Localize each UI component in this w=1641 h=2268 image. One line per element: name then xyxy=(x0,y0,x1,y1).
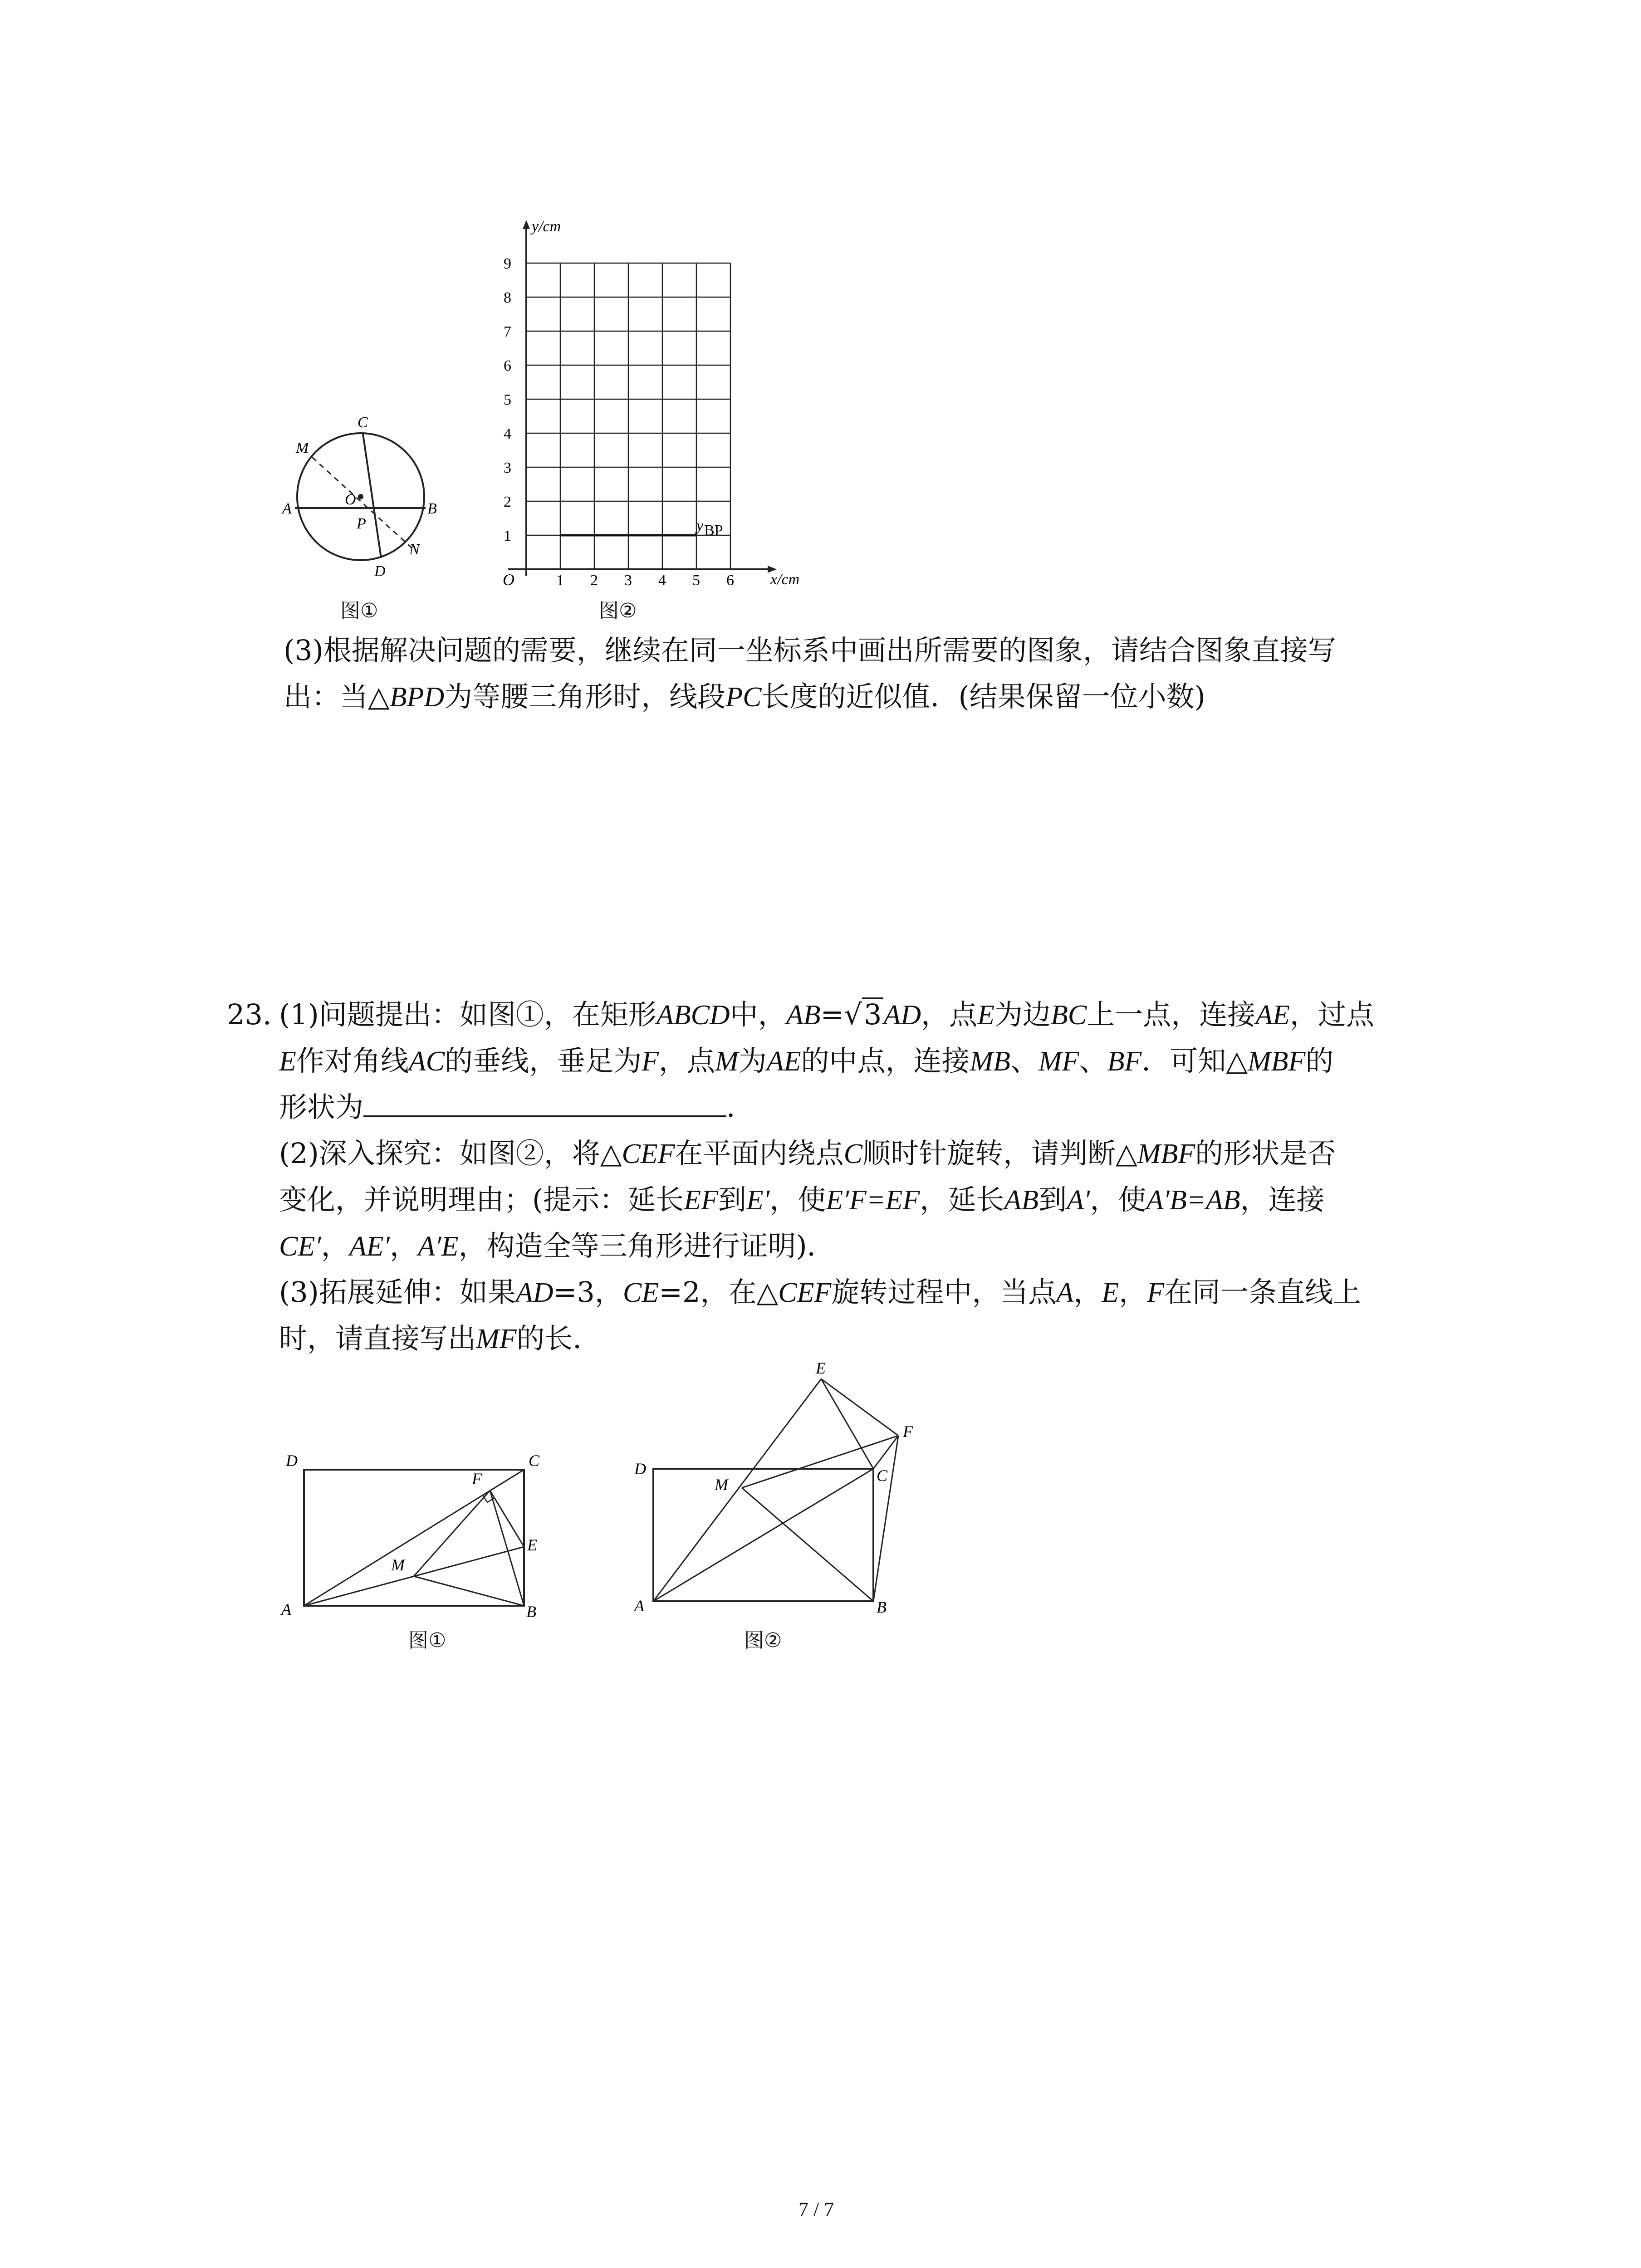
label-d: D xyxy=(634,1460,646,1478)
x-tick: 6 xyxy=(726,572,734,589)
q23-part1-line1: (1)问题提出：如图①，在矩形ABCD中，AB=√3AD，点E为边BC上一点，连接AE，过点 xyxy=(279,998,1374,1031)
y-tick: 7 xyxy=(504,323,511,340)
label-b: B xyxy=(877,1598,887,1616)
q23-part2-line3: CE′，AE′，A′E，构造全等三角形进行证明)． xyxy=(279,1229,835,1262)
x-tick: 4 xyxy=(658,572,666,589)
label-m: M xyxy=(391,1556,405,1574)
y-tick: 6 xyxy=(504,357,511,374)
answer-blank[interactable] xyxy=(363,1088,726,1117)
label-d: D xyxy=(374,563,386,580)
x-tick: 5 xyxy=(692,572,700,589)
label-f: F xyxy=(903,1422,913,1441)
label-a: A xyxy=(282,500,292,517)
y-tick: 4 xyxy=(504,425,511,442)
label-a: A xyxy=(281,1600,291,1618)
q23-part1-line3: 形状为 ． xyxy=(279,1085,754,1129)
rectangle-figure-1 xyxy=(272,1433,563,1624)
label-o: O xyxy=(345,491,356,508)
y-tick: 3 xyxy=(504,459,511,476)
label-a: A xyxy=(634,1597,644,1615)
y-tick: 5 xyxy=(504,391,511,408)
label-e: E xyxy=(816,1359,826,1377)
q23-number: 23. xyxy=(227,998,272,1031)
label-e: E xyxy=(527,1536,537,1554)
circle-figure xyxy=(281,399,445,590)
label-p: P xyxy=(357,515,366,532)
q23-part2-line1: (2)深入探究：如图②，将△CEF在平面内绕点C顺时针旋转，请判断△MBF的形状是否 xyxy=(279,1137,1336,1170)
q22-part3-line1: (3)根据解决问题的需要，继续在同一坐标系中画出所需要的图象，请结合图象直接写 xyxy=(284,634,1336,667)
x-axis-label: x/cm xyxy=(770,571,800,588)
q23-part2-line2: 变化，并说明理由；(提示：延长EF到E′，使E′F=EF，延长AB到A′，使A′B=AB，连接 xyxy=(279,1183,1325,1216)
rect-figure-caption-2: 图② xyxy=(744,1629,782,1652)
figure-caption-2: 图② xyxy=(599,599,637,622)
label-c: C xyxy=(358,414,368,431)
coordinate-grid-figure xyxy=(490,218,835,594)
rect-figure-caption-1: 图① xyxy=(408,1629,446,1652)
x-tick: 1 xyxy=(556,572,564,589)
y-tick: 1 xyxy=(504,528,511,544)
label-n: N xyxy=(409,541,420,558)
rectangle-figure-2 xyxy=(626,1356,935,1619)
x-tick: 2 xyxy=(590,572,598,589)
curve-label-sub: BP xyxy=(704,522,723,539)
y-tick: 9 xyxy=(504,255,511,272)
label-m: M xyxy=(715,1476,728,1494)
q23-part3-line1: (3)拓展延伸：如果AD=3，CE=2，在△CEF旋转过程中，当点A，E，F在同一条直线上 xyxy=(279,1276,1361,1309)
figure-caption-1: 图① xyxy=(340,599,378,622)
label-c: C xyxy=(877,1466,888,1485)
label-c: C xyxy=(529,1452,540,1470)
page-number: 7 / 7 xyxy=(798,2198,834,2220)
curve-label: y xyxy=(696,518,704,534)
y-axis-label: y/cm xyxy=(532,218,561,235)
origin-label: O xyxy=(503,571,514,589)
label-d: D xyxy=(286,1452,298,1470)
q23-part3-line2: 时，请直接写出MF的长． xyxy=(279,1322,601,1355)
q22-part3-line2: 出：当△BPD为等腰三角形时，线段PC长度的近似值．(结果保留一位小数) xyxy=(284,680,1205,713)
label-b: B xyxy=(427,500,437,517)
label-f: F xyxy=(472,1470,482,1488)
y-tick: 2 xyxy=(504,494,511,510)
q23-part1-line2: E作对角线AC的垂线，垂足为F，点M为AE的中点，连接MB、MF、BF．可知△MBF的 xyxy=(279,1044,1334,1077)
y-tick: 8 xyxy=(504,289,511,306)
label-b: B xyxy=(526,1603,536,1621)
label-m: M xyxy=(296,440,309,456)
x-tick: 3 xyxy=(624,572,632,589)
